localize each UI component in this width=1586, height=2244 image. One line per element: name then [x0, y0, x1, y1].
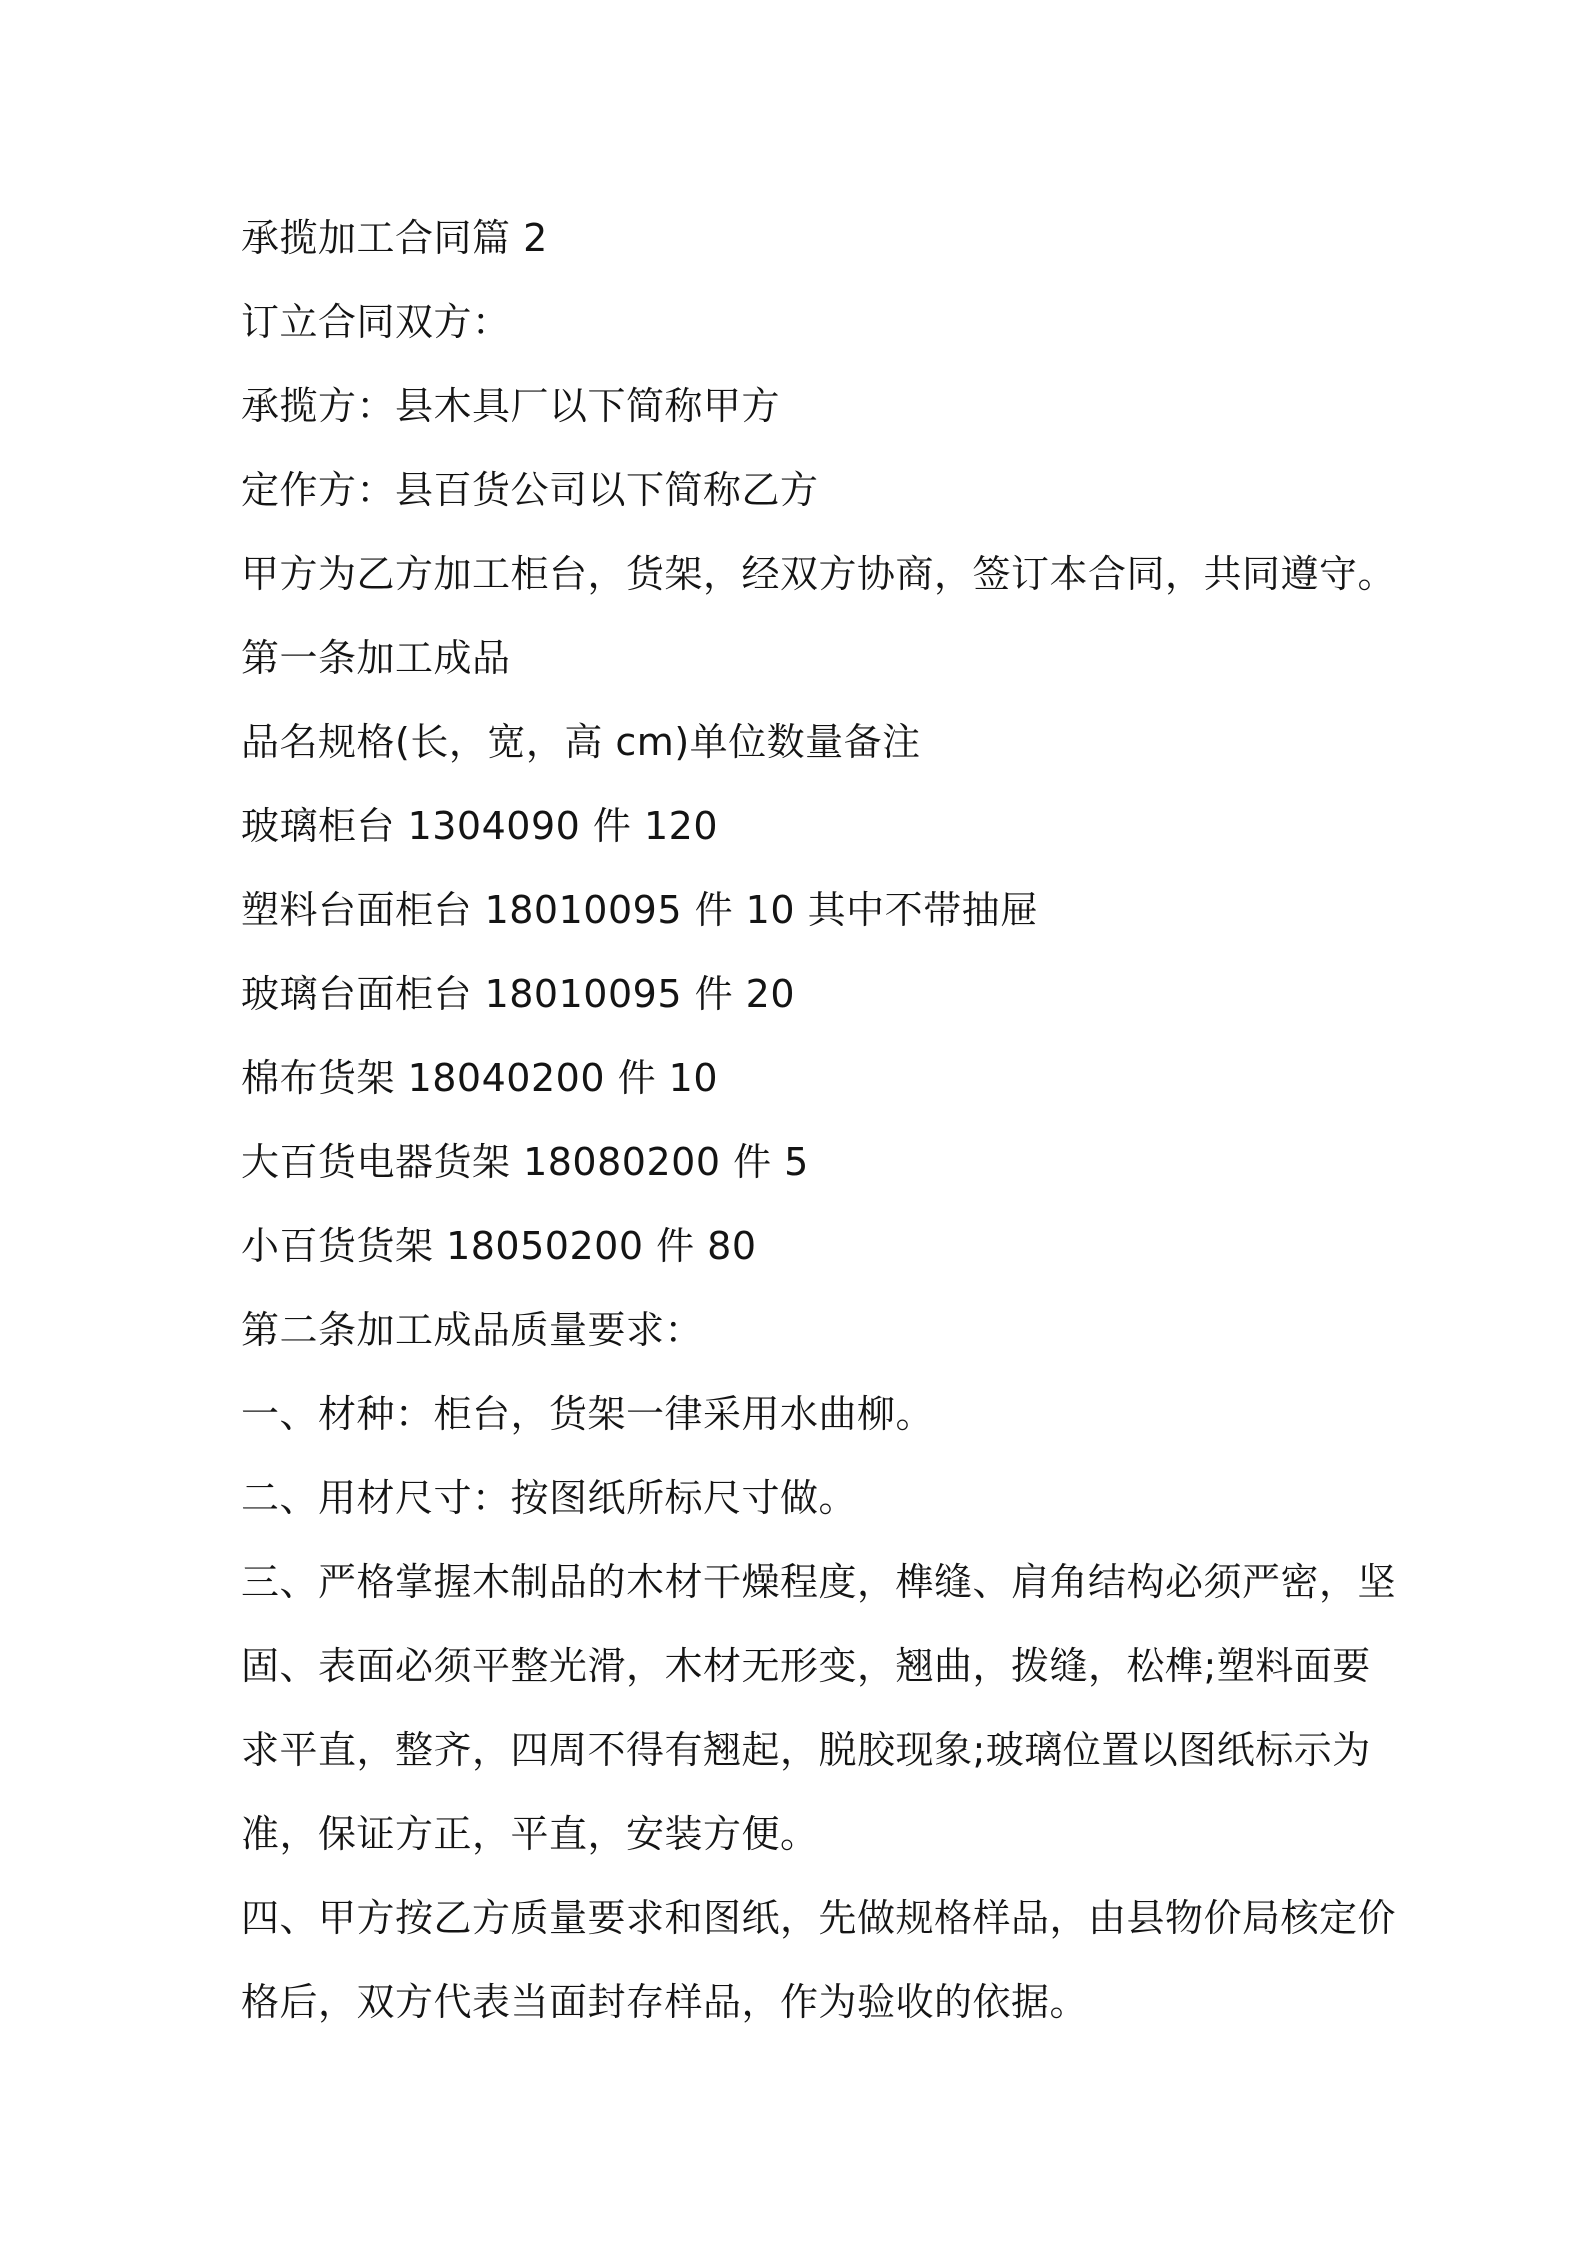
- quality-clause-3-line: 求平直，整齐，四周不得有翘起，脱胶现象;玻璃位置以图纸标示为: [241, 1728, 1371, 1772]
- contractor-line: 承揽方：县木具厂以下简称甲方: [241, 384, 781, 428]
- quality-clause-4-line: 四、甲方按乙方质量要求和图纸，先做规格样品，由县物价局核定价: [241, 1896, 1397, 1940]
- preamble-paragraph: 甲方为乙方加工柜台，货架，经双方协商，签订本合同，共同遵守。: [241, 552, 1397, 596]
- parties-heading: 订立合同双方：: [241, 300, 511, 344]
- product-row: 塑料台面柜台 18010095 件 10 其中不带抽屉: [241, 888, 1039, 932]
- quality-clause-3-line: 三、严格掌握木制品的木材干燥程度，榫缝、肩角结构必须严密，坚: [241, 1560, 1397, 1604]
- product-table-header: 品名规格(长，宽，高 cm)单位数量备注: [241, 720, 921, 764]
- product-row: 玻璃柜台 1304090 件 120: [241, 804, 719, 848]
- product-row: 小百货货架 18050200 件 80: [241, 1224, 757, 1268]
- product-row: 大百货电器货架 18080200 件 5: [241, 1140, 809, 1184]
- article-2-heading: 第二条加工成品质量要求：: [241, 1308, 704, 1352]
- article-1-heading: 第一条加工成品: [241, 636, 511, 680]
- quality-clause-4-line: 格后，双方代表当面封存样品，作为验收的依据。: [241, 1980, 1089, 2024]
- quality-clause-1: 一、材种：柜台，货架一律采用水曲柳。: [241, 1392, 935, 1436]
- document-body: [241, 196, 1397, 2044]
- quality-clause-3-line: 固、表面必须平整光滑，木材无形变，翘曲，拨缝，松榫;塑料面要: [241, 1644, 1371, 1688]
- quality-clause-3-line: 准，保证方正，平直，安装方便。: [241, 1812, 819, 1856]
- client-line: 定作方：县百货公司以下简称乙方: [241, 468, 819, 512]
- product-row: 玻璃台面柜台 18010095 件 20: [241, 972, 796, 1016]
- document-title: 承揽加工合同篇 2: [241, 216, 548, 260]
- quality-clause-2: 二、用材尺寸：按图纸所标尺寸做。: [241, 1476, 858, 1520]
- product-row: 棉布货架 18040200 件 10: [241, 1056, 719, 1100]
